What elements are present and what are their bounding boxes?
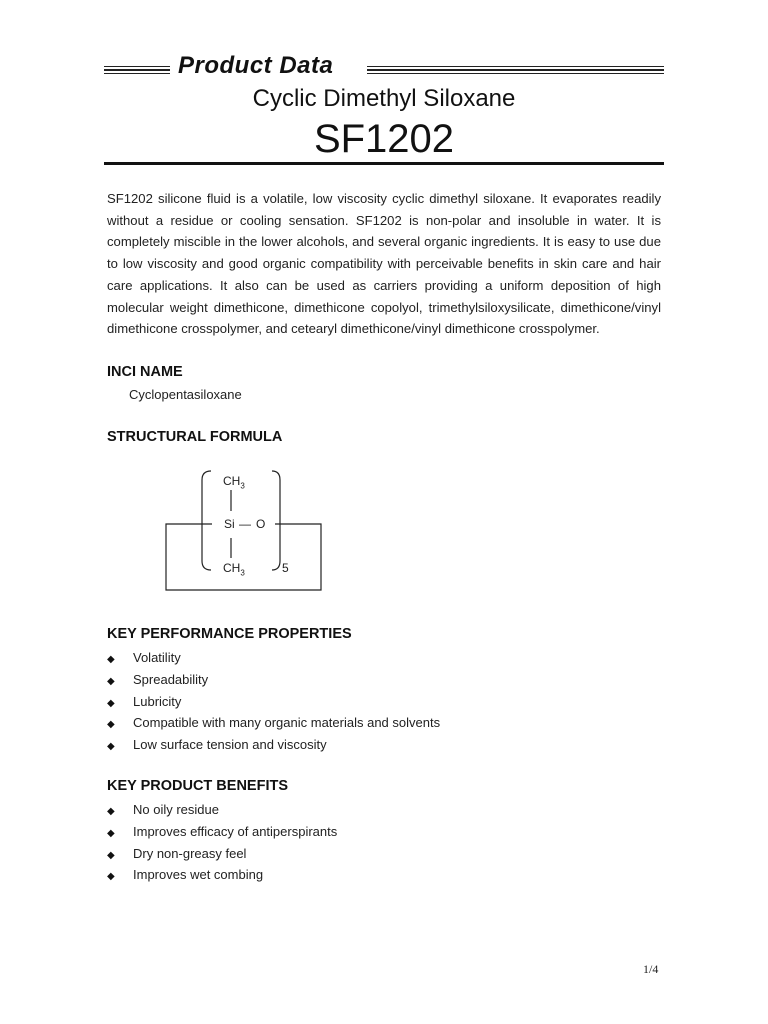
performance-list — [107, 647, 440, 756]
list-item: ◆ Improves efficacy of antiperspirants — [107, 821, 337, 843]
list-item: ◆ Low surface tension and viscosity — [107, 734, 440, 756]
banner-rule-right — [367, 66, 664, 76]
list-item: ◆ Volatility — [107, 647, 440, 669]
diamond-bullet-icon: ◆ — [107, 697, 115, 709]
inci-heading: INCI NAME — [107, 364, 183, 380]
benefits-list — [107, 799, 337, 886]
list-item: ◆ Dry non-greasy feel — [107, 843, 337, 865]
benefits-heading: KEY PRODUCT BENEFITS — [107, 778, 289, 794]
product-data-banner — [104, 54, 664, 82]
methyl-group-top: $CH_3$ — [223, 474, 245, 491]
diamond-bullet-icon: ◆ — [107, 827, 115, 839]
diamond-bullet-icon: ◆ — [107, 849, 115, 861]
diamond-bullet-icon: ◆ — [107, 719, 115, 731]
diamond-bullet-icon: ◆ — [107, 675, 115, 687]
banner-label: Product Data — [178, 52, 334, 79]
methyl-group-bottom: $CH_3$ — [223, 561, 245, 578]
list-item: ◆ No oily residue — [107, 799, 337, 821]
repeat-count: 5 — [282, 561, 289, 575]
intro-paragraph: SF1202 silicone fluid is a volatile, low viscosity cyclic dimethyl siloxane. It evaporates readily without a residue or cooling sensation. SF1202 is non-polar and insoluble in water. It is completely miscible in the lower alcohols, and several organic ingredients. It is easy to use due to low viscosity and good organic compatibility with perceivable benefits in skin care and hair care applications. It also can be used as carriers providing a uniform deposition of high molecular weight dimethicone, dimethicone copolyol, trimethylsiloxysilicate, dimethicone/vinyl dimethicone crosspolymer, and cetearyl dimethicone/vinyl dimethicone crosspolymer. — [107, 191, 661, 337]
structural-formula-heading: STRUCTURAL FORMULA — [107, 429, 283, 445]
diamond-bullet-icon: ◆ — [107, 741, 115, 753]
oxygen-atom: O — [256, 517, 266, 531]
title-divider — [104, 162, 664, 165]
diamond-bullet-icon: ◆ — [107, 806, 115, 817]
silicon-atom: Si — [224, 517, 235, 531]
inci-value: Cyclopentasiloxane — [129, 387, 242, 402]
list-item: ◆ Improves wet combing — [107, 864, 337, 886]
structural-formula-diagram — [160, 466, 330, 596]
page-number: 1/4 — [643, 962, 659, 976]
list-item: ◆ Compatible with many organic materials and solvents — [107, 712, 440, 734]
list-item: ◆ Lubricity — [107, 691, 440, 713]
performance-heading: KEY PERFORMANCE PROPERTIES — [107, 626, 352, 642]
formula-drawing — [160, 466, 330, 596]
product-code-title: SF1202 — [313, 117, 455, 161]
diamond-bullet-icon: ◆ — [107, 654, 115, 665]
banner-rule-left — [104, 66, 170, 76]
document-subtitle: Cyclic Dimethyl Siloxane — [252, 85, 516, 112]
list-item: ◆ Spreadability — [107, 669, 440, 691]
siloxane-bond: — — [239, 517, 251, 531]
diamond-bullet-icon: ◆ — [107, 871, 115, 883]
